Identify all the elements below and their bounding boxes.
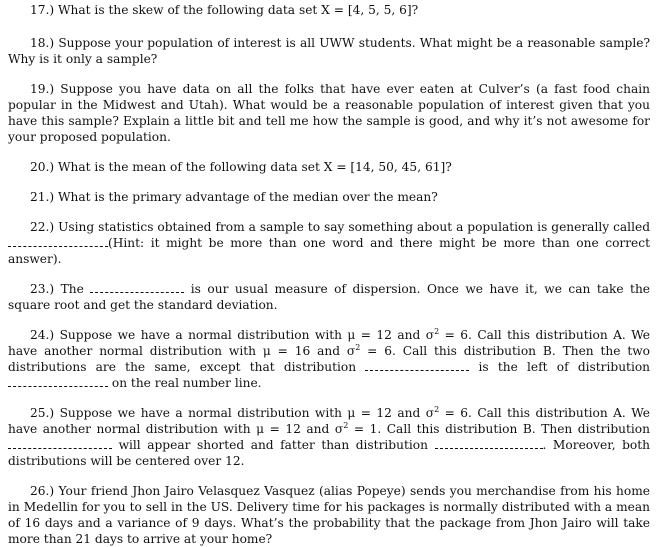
exponent: 2: [355, 342, 361, 352]
question-20: 20.) What is the mean of the following data set X = [14, 50, 45, 61]?: [30, 160, 452, 174]
question-23-text-end: is our usual measure of dispersion. Once we have it, we can take the square root and get the standard deviation.: [8, 282, 651, 312]
answer-blank-22: [8, 236, 108, 247]
question-25-text-5: . Moreover, both distributions will be centered over 12.: [8, 438, 651, 468]
answer-blank-25a: [8, 438, 112, 449]
question-24: [8, 327, 650, 391]
question-25: [8, 405, 650, 469]
exponent: 2: [434, 326, 440, 336]
question-24-text-3: = 6. Call this distribution B. Then the two distributions are the same, except that distribution: [8, 344, 651, 374]
question-24-text-1: 24.) Suppose we have a normal distribution with μ = 12 and σ: [30, 328, 435, 342]
answer-blank-24b: [8, 376, 108, 387]
question-21: 21.) What is the primary advantage of the median over the mean?: [30, 190, 438, 204]
answer-blank-23: [90, 282, 184, 293]
question-24-text-5: on the real number line.: [111, 376, 262, 390]
question-24-text-2: = 6. Call this distribution A. We have another normal distribution with μ = 16 and σ: [8, 328, 650, 358]
question-25-text-2: = 6. Call this distribution A. We have another normal distribution with μ = 12 and σ: [8, 406, 650, 436]
question-25-text-1: 25.) Suppose we have a normal distribution with μ = 12 and σ: [30, 406, 435, 420]
question-24-text-4: is the left of distribution: [478, 360, 651, 374]
question-22-text-end: (Hint: it might be more than one word and there might be more than one correct answer).: [8, 236, 650, 266]
question-25-text-4: will appear shorted and fatter than distribution: [118, 438, 428, 452]
question-23-text-start: 23.) The: [30, 282, 84, 296]
question-23: [8, 281, 650, 313]
question-19: 19.) Suppose you have data on all the folks that have ever eaten at Culver’s (a fast food chain popular in the Midwest and Utah). What would be a reasonable population of interest given that you have this sample? Explain a little bit and tell me how the sample is good, and why it’s not awesome for your proposed population.: [8, 82, 650, 144]
exponent: 2: [343, 420, 349, 430]
question-26: 26.) Your friend Jhon Jairo Velasquez Vasquez (alias Popeye) sends you merchandise from his home in Medellin for you to sell in the US. Delivery time for his packages is normally distributed with a mean of 16 days and a variance of 9 days. What’s the probability that the package from Jhon Jairo will take more than 21 days to arrive at your home?: [8, 484, 650, 546]
exponent: 2: [434, 404, 440, 414]
question-17: 17.) What is the skew of the following data set X = [4, 5, 5, 6]?: [30, 3, 419, 17]
question-18: 18.) Suppose your population of interest is all UWW students. What might be a reasonable sample? Why is it only a sample?: [8, 36, 650, 66]
question-22-text-start: 22.) Using statistics obtained from a sample to say something about a population is generally called: [30, 220, 650, 234]
question-25-text-3: = 1. Call this distribution B. Then distribution: [348, 422, 650, 436]
answer-blank-25b: [435, 438, 543, 449]
question-22: [8, 219, 650, 267]
answer-blank-24a: [365, 360, 469, 371]
